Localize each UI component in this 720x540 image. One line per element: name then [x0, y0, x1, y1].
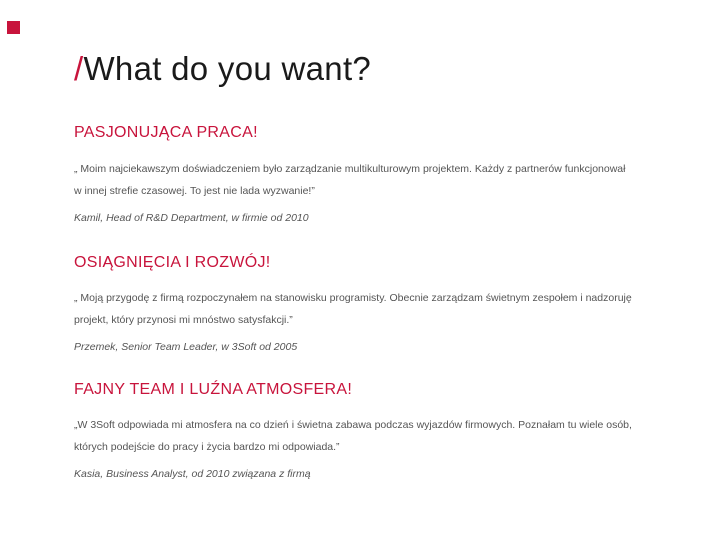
page-title [74, 50, 371, 88]
testimonial-quote: „ Moim najciekawszym doświadczeniem było zarządzanie multikulturowym projektem. Każdy z partnerów funkcjonował w innej strefie czasowej. To jest nie lada wyzwanie!” [74, 163, 626, 197]
testimonial-author: Kasia, Business Analyst, od 2010 związana z firmą [74, 468, 311, 480]
section-team [74, 381, 634, 480]
corner-accent-square [7, 21, 20, 34]
testimonial-quote: „W 3Soft odpowiada mi atmosfera na co dzień i świetna zabawa podczas wyjazdów firmowych. Poznałam tu wiele osób, których podejście do pracy i życia bardzo mi odpowiada.” [74, 419, 632, 453]
section-heading: PASJONUJĄCA PRACA! [74, 124, 258, 141]
title-slash: / [74, 50, 84, 87]
section-heading: OSIĄGNIĘCIA I ROZWÓJ! [74, 254, 271, 271]
testimonial-quote: „ Moją przygodę z firmą rozpoczynałem na stanowisku programisty. Obecnie zarządzam świetnym zespołem i nadzoruję projekt, który przynosi mi mnóstwo satysfakcji.” [74, 292, 632, 326]
section-growth [74, 254, 634, 353]
section-heading: FAJNY TEAM I LUŹNA ATMOSFERA! [74, 381, 353, 398]
title-text: What do you want? [83, 50, 372, 87]
section-passion [74, 124, 634, 224]
testimonial-author: Kamil, Head of R&D Department, w firmie od 2010 [74, 212, 309, 224]
testimonial-author: Przemek, Senior Team Leader, w 3Soft od 2005 [74, 341, 298, 353]
